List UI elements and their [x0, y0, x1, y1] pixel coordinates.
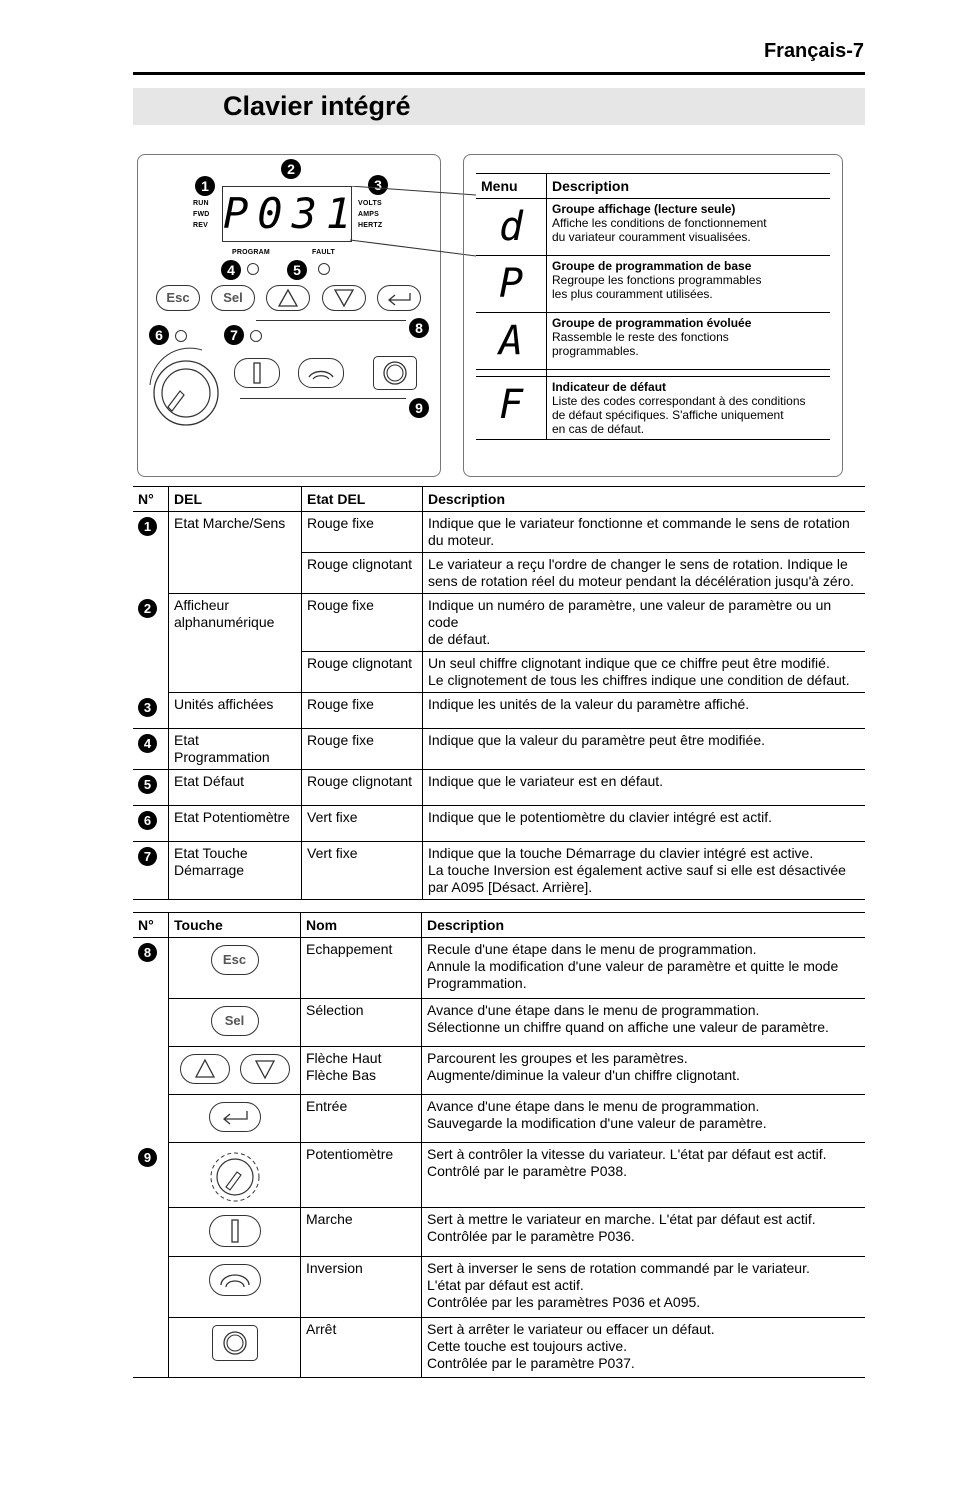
led-label-rev: REV: [193, 222, 208, 229]
col-header-num: N°: [133, 487, 169, 512]
led-name: Etat Potentiomètre: [169, 806, 302, 842]
potentiometer-knob[interactable]: [140, 345, 235, 430]
table-row: [133, 1318, 865, 1378]
col-header-state: Etat DEL: [302, 487, 423, 512]
callout-3: 3: [368, 175, 388, 195]
menu-row-text: Rassemble le reste des fonctions programmables.: [552, 330, 729, 358]
key-description: Sert à arrêter le variateur ou effacer un défaut. Cette touche est toujours active. Contrôlée par le paramètre P037.: [422, 1318, 866, 1378]
led-label-amps: AMPS: [358, 211, 380, 218]
reverse-icon: [304, 361, 338, 385]
title-band: [133, 88, 865, 125]
led-name: Etat Défaut: [169, 770, 302, 806]
led-description: Indique les unités de la valeur du paramètre affiché.: [423, 693, 866, 729]
page-title: Clavier intégré: [223, 91, 411, 121]
sel-key-icon: Sel: [211, 1006, 259, 1036]
key-description: Parcourent les groupes et les paramètres. Augmente/diminue la valeur d'un chiffre clignotant.: [422, 1047, 866, 1095]
enter-key-icon: [209, 1102, 261, 1132]
callout-2: 2: [281, 159, 301, 179]
led-description: Indique que le variateur fonctionne et commande le sens de rotation du moteur.: [423, 512, 866, 553]
table-row: [133, 1208, 865, 1257]
menu-row-title: Groupe affichage (lecture seule): [552, 202, 736, 216]
led-state: Vert fixe: [302, 806, 423, 842]
key-description: Avance d'une étape dans le menu de programmation. Sélectionne un chiffre quand on affiche une valeur de paramètre.: [422, 999, 866, 1047]
callout-5: 5: [287, 260, 307, 280]
key-description: Sert à mettre le variateur en marche. L'état par défaut est actif. Contrôlée par le paramètre P036.: [422, 1208, 866, 1257]
display-value: P031: [223, 189, 361, 238]
stop-key-icon: [212, 1325, 258, 1361]
led-state: Rouge fixe: [302, 512, 423, 553]
table-row: [133, 512, 865, 553]
enter-arrow-icon: [384, 288, 414, 308]
callout-4: 4: [221, 260, 241, 280]
start-button[interactable]: [234, 358, 280, 388]
callout-9: 9: [409, 398, 429, 418]
col-header-led: DEL: [169, 487, 302, 512]
menu-row-title: Indicateur de défaut: [552, 380, 667, 394]
menu-row-title: Groupe de programmation évoluée: [552, 316, 752, 330]
row-number: 1: [138, 517, 157, 536]
col-header-description: Description: [422, 913, 866, 938]
led-description: Un seul chiffre clignotant indique que ce chiffre peut être modifié. Le clignotement de tous les chiffres indique une condition de défaut.: [423, 652, 866, 693]
col-header-key: Touche: [169, 913, 301, 938]
potentiometer-led: [175, 330, 187, 342]
menu-header: Menu: [476, 174, 547, 199]
divider-line-8: [256, 320, 406, 321]
callout-6: 6: [149, 325, 169, 345]
led-table: [133, 486, 865, 900]
fault-led: [318, 263, 330, 275]
key-name: Sélection: [301, 999, 422, 1047]
row-number: 6: [138, 811, 157, 830]
key-name: Flèche Haut Flèche Bas: [301, 1047, 422, 1095]
row-number: 8: [138, 943, 157, 962]
stop-button[interactable]: [373, 356, 417, 390]
col-header-num: N°: [133, 913, 169, 938]
divider-line-9: [240, 398, 406, 399]
start-key-icon: [209, 1215, 261, 1247]
led-description: Indique un numéro de paramètre, une valeur de paramètre ou un code de défaut.: [423, 594, 866, 652]
led-label-run: RUN: [193, 200, 209, 207]
menu-symbol-advanced: A: [476, 313, 547, 370]
led-name: Etat Programmation: [169, 729, 302, 770]
led-name: Afficheur alphanumérique: [169, 594, 302, 693]
led-state: Vert fixe: [302, 842, 423, 900]
program-led: [247, 263, 259, 275]
row-number: 5: [138, 775, 157, 794]
key-name: Potentiomètre: [301, 1143, 422, 1208]
led-state: Rouge fixe: [302, 693, 423, 729]
key-name: Entrée: [301, 1095, 422, 1143]
table-row: [133, 1095, 865, 1143]
table-row: [133, 1047, 865, 1095]
menu-row-text: Regroupe les fonctions programmables les plus couramment utilisées.: [552, 273, 762, 301]
menu-symbol-display: d: [476, 199, 547, 256]
menu-symbol-fault: F: [476, 377, 547, 440]
start-icon: [250, 361, 264, 385]
menu-row-text: Liste des codes correspondant à des conditions de défaut spécifiques. S'affiche uniquement en cas de défaut.: [552, 394, 806, 436]
header-rule: [133, 72, 865, 75]
menu-table: [476, 173, 830, 440]
key-name: Arrêt: [301, 1318, 422, 1378]
led-description: Indique que le potentiomètre du clavier intégré est actif.: [423, 806, 866, 842]
table-row: [133, 594, 865, 652]
table-row: [133, 1257, 865, 1318]
page-header-language: Français-7: [763, 40, 864, 62]
reverse-key-icon: [209, 1264, 261, 1296]
led-state: Rouge clignotant: [302, 652, 423, 693]
program-label: PROGRAM: [232, 249, 270, 256]
menu-row: [476, 256, 830, 313]
table-row: [133, 729, 865, 770]
table-row: [133, 842, 865, 900]
fault-label: FAULT: [312, 249, 336, 256]
led-name: Unités affichées: [169, 693, 302, 729]
down-arrow-key-icon: [240, 1054, 290, 1084]
led-description: Indique que le variateur est en défaut.: [423, 770, 866, 806]
table-row: [133, 938, 865, 999]
callout-1: 1: [195, 176, 215, 196]
led-state: Rouge fixe: [302, 594, 423, 652]
menu-row: [476, 199, 830, 256]
down-arrow-icon: [333, 288, 355, 308]
table-row: [133, 806, 865, 842]
potentiometer-icon: [207, 1150, 263, 1204]
up-arrow-key-icon: [180, 1054, 230, 1084]
stop-icon: [380, 358, 410, 388]
enter-button[interactable]: [377, 285, 421, 311]
down-arrow-button[interactable]: [322, 285, 366, 311]
menu-description-header: Description: [547, 174, 831, 199]
key-description: Sert à inverser le sens de rotation commandé par le variateur. L'état par défaut est actif. Contrôlée par les paramètres P036 et A095.: [422, 1257, 866, 1318]
led-state: Rouge fixe: [302, 729, 423, 770]
callout-8: 8: [409, 318, 429, 338]
menu-row: [476, 313, 830, 370]
row-number: 2: [138, 599, 157, 618]
up-arrow-button[interactable]: [266, 285, 310, 311]
row-number: 9: [138, 1148, 157, 1167]
led-label-fwd: FWD: [193, 211, 210, 218]
led-label-hertz: HERTZ: [358, 222, 383, 229]
display-leader-lines: [350, 186, 480, 266]
key-description: Avance d'une étape dans le menu de programmation. Sauvegarde la modification d'une valeur de paramètre.: [422, 1095, 866, 1143]
table-row: [133, 999, 865, 1047]
led-description: Le variateur a reçu l'ordre de changer le sens de rotation. Indique le sens de rotation réel du moteur pendant la décélération jusqu'à zéro.: [423, 553, 866, 594]
row-number: 3: [138, 698, 157, 717]
key-name: Marche: [301, 1208, 422, 1257]
reverse-button[interactable]: [298, 358, 344, 388]
sel-button[interactable]: Sel: [211, 285, 255, 311]
led-description: Indique que la valeur du paramètre peut être modifiée.: [423, 729, 866, 770]
table-row: [133, 770, 865, 806]
esc-key-icon: Esc: [211, 945, 259, 975]
menu-row: [476, 377, 830, 440]
led-name: Etat Touche Démarrage: [169, 842, 302, 900]
led-name: Etat Marche/Sens: [169, 512, 302, 594]
start-led: [250, 330, 262, 342]
menu-symbol-program: P: [476, 256, 547, 313]
led-state: Rouge clignotant: [302, 770, 423, 806]
led-state: Rouge clignotant: [302, 553, 423, 594]
esc-button[interactable]: Esc: [156, 285, 200, 311]
seven-segment-display: [222, 186, 361, 242]
key-description: Recule d'une étape dans le menu de programmation. Annule la modification d'une valeur de paramètre et quitte le mode Programmation.: [422, 938, 866, 999]
key-name: Echappement: [301, 938, 422, 999]
table-row: [133, 1143, 865, 1208]
key-description: Sert à contrôler la vitesse du variateur. L'état par défaut est actif. Contrôlé par le paramètre P038.: [422, 1143, 866, 1208]
row-number: 4: [138, 734, 157, 753]
row-number: 7: [138, 847, 157, 866]
up-arrow-icon: [277, 288, 299, 308]
menu-row-title: Groupe de programmation de base: [552, 259, 752, 273]
table-row: [133, 693, 865, 729]
col-header-name: Nom: [301, 913, 422, 938]
col-header-description: Description: [423, 487, 866, 512]
led-label-volts: VOLTS: [358, 200, 382, 207]
key-name: Inversion: [301, 1257, 422, 1318]
menu-row-text: Affiche les conditions de fonctionnement du variateur couramment visualisées.: [552, 216, 767, 244]
callout-7: 7: [224, 325, 244, 345]
led-description: Indique que la touche Démarrage du clavier intégré est active. La touche Inversion est également active sauf si elle est désactivée par A095 [Désact. Arrière].: [423, 842, 866, 900]
key-table: [133, 912, 865, 1378]
